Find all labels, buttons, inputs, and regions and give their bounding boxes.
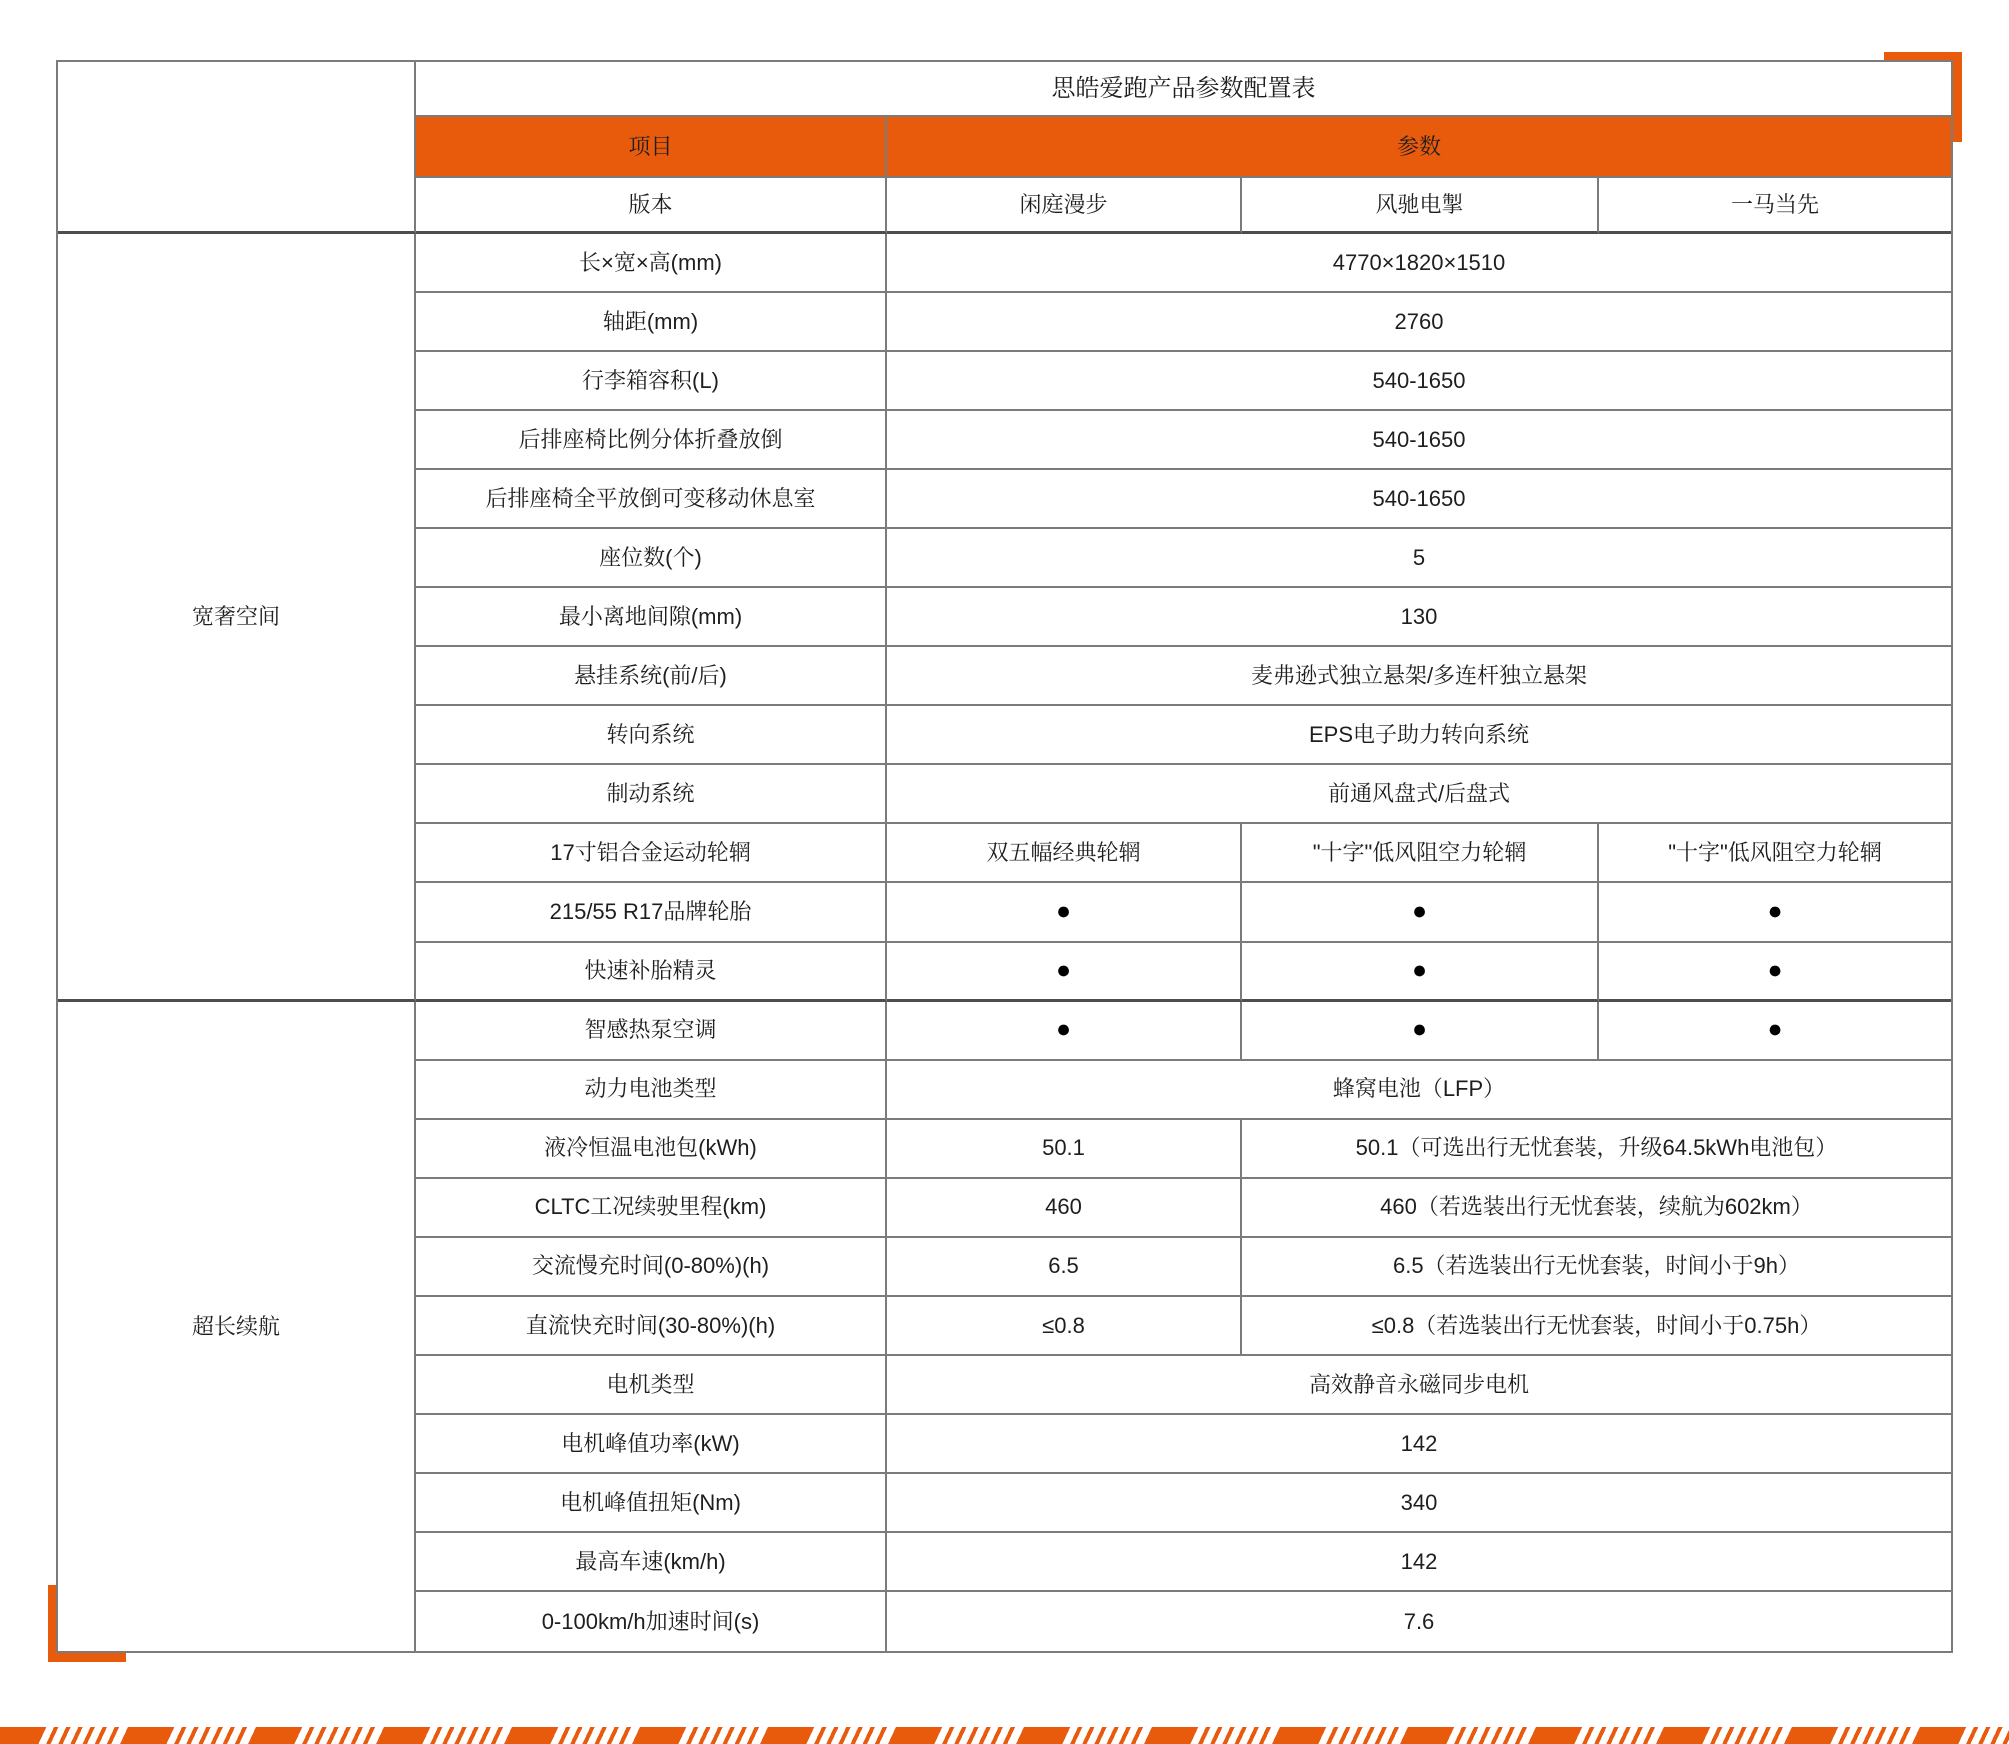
spec-row-label: 0-100km/h加速时间(s)	[416, 1592, 887, 1651]
spec-row-label: 轴距(mm)	[416, 293, 887, 352]
version-name: 闲庭漫步	[887, 178, 1242, 234]
spec-value: 6.5	[887, 1238, 1242, 1297]
spec-row-label: 后排座椅全平放倒可变移动休息室	[416, 470, 887, 529]
spec-value-merged: 460（若选装出行无忧套装，续航为602km）	[1242, 1179, 1951, 1238]
spec-value-merged: 540-1650	[887, 352, 1951, 411]
spec-value: 50.1	[887, 1120, 1242, 1179]
version-name: 风驰电掣	[1242, 178, 1599, 234]
spec-value: "十字"低风阻空力轮辋	[1242, 824, 1599, 883]
section-label: 超长续航	[58, 1002, 416, 1651]
feature-dot: ●	[1599, 943, 1951, 1002]
spec-value-merged: 142	[887, 1533, 1951, 1592]
spec-value-merged: 前通风盘式/后盘式	[887, 765, 1951, 824]
spec-value-merged: 540-1650	[887, 470, 1951, 529]
spec-row-label: 液冷恒温电池包(kWh)	[416, 1120, 887, 1179]
spec-row-label: 最高车速(km/h)	[416, 1533, 887, 1592]
spec-value-merged: 50.1（可选出行无忧套装，升级64.5kWh电池包）	[1242, 1120, 1951, 1179]
spec-value-merged: 340	[887, 1474, 1951, 1533]
spec-value-merged: 蜂窝电池（LFP）	[887, 1061, 1951, 1120]
spec-row-label: 制动系统	[416, 765, 887, 824]
spec-row-label: 215/55 R17品牌轮胎	[416, 883, 887, 942]
spec-value-merged: ≤0.8（若选装出行无忧套装，时间小于0.75h）	[1242, 1297, 1951, 1356]
spec-value-merged: 6.5（若选装出行无忧套装，时间小于9h）	[1242, 1238, 1951, 1297]
spec-row-label: 行李箱容积(L)	[416, 352, 887, 411]
spec-row-label: 座位数(个)	[416, 529, 887, 588]
spec-value-merged: 高效静音永磁同步电机	[887, 1356, 1951, 1415]
spec-value-merged: 142	[887, 1415, 1951, 1474]
spec-row-label: 后排座椅比例分体折叠放倒	[416, 411, 887, 470]
spec-row-label: 17寸铝合金运动轮辋	[416, 824, 887, 883]
spec-row-label: 悬挂系统(前/后)	[416, 647, 887, 706]
feature-dot: ●	[1242, 943, 1599, 1002]
spec-value: ≤0.8	[887, 1297, 1242, 1356]
spec-value-merged: 7.6	[1403, 1608, 1435, 1634]
spec-value-merged: EPS电子助力转向系统	[887, 706, 1951, 765]
feature-dot: ●	[1599, 883, 1951, 942]
top-left-empty-cell	[58, 62, 416, 234]
bottom-striped-ribbon	[0, 1727, 2009, 1744]
spec-value: 460	[887, 1179, 1242, 1238]
feature-dot: ●	[1242, 883, 1599, 942]
spec-row-label: CLTC工况续驶里程(km)	[416, 1179, 887, 1238]
section-label: 宽奢空间	[58, 234, 416, 1002]
corner-bracket-bottom-left	[48, 1652, 126, 1662]
spec-row-label: 电机峰值功率(kW)	[416, 1415, 887, 1474]
version-row-label: 版本	[416, 178, 887, 234]
spec-row-label: 最小离地间隙(mm)	[416, 588, 887, 647]
feature-dot: ●	[887, 1002, 1242, 1061]
feature-dot: ●	[887, 943, 1242, 1002]
corner-bracket-top-right	[1952, 52, 1962, 142]
column-header-item: 项目	[416, 117, 887, 178]
spec-row-label: 转向系统	[416, 706, 887, 765]
version-name: 一马当先	[1599, 178, 1951, 234]
spec-row-label: 直流快充时间(30-80%)(h)	[416, 1297, 887, 1356]
spec-value-merged: 130	[887, 588, 1951, 647]
table-title: 思皓爱跑产品参数配置表	[416, 62, 1951, 117]
spec-value: 双五幅经典轮辋	[887, 824, 1242, 883]
spec-row-label: 快速补胎精灵	[416, 943, 887, 1002]
spec-row-label: 动力电池类型	[416, 1061, 887, 1120]
spec-table	[56, 60, 1953, 1653]
column-header-param: 参数	[887, 117, 1951, 178]
spec-row-label: 长×宽×高(mm)	[416, 234, 887, 293]
spec-value-merged: 麦弗逊式独立悬架/多连杆独立悬架	[887, 647, 1951, 706]
spec-row-label: 电机峰值扭矩(Nm)	[416, 1474, 887, 1533]
feature-dot: ●	[1599, 1002, 1951, 1061]
feature-dot: ●	[887, 883, 1242, 942]
feature-dot: ●	[1242, 1002, 1599, 1061]
spec-value: "十字"低风阻空力轮辋	[1599, 824, 1951, 883]
spec-row-label: 智感热泵空调	[416, 1002, 887, 1061]
spec-value-merged: 2760	[887, 293, 1951, 352]
spec-value-merged: 540-1650	[887, 411, 1951, 470]
spec-row-label: 交流慢充时间(0-80%)(h)	[416, 1238, 887, 1297]
spec-value-merged: 5	[887, 529, 1951, 588]
spec-row-label: 电机类型	[416, 1356, 887, 1415]
spec-value-merged: 4770×1820×1510	[887, 234, 1951, 293]
